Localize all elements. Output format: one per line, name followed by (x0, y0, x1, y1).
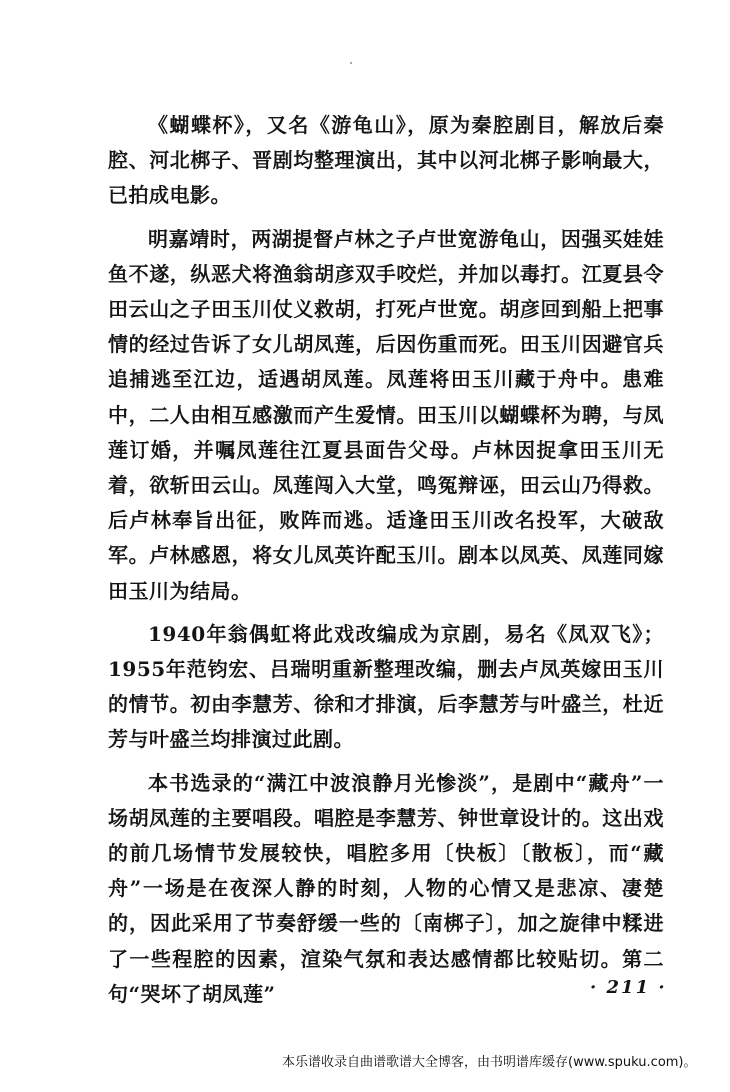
footer-note: 本乐谱收录自曲谱歌谱大全博客，由书明谱库缓存(www.spuku.com)。 (282, 1055, 697, 1070)
body-text (108, 108, 664, 1020)
paragraph-aria: 本书选录的“满江中波浪静月光惨淡”，是剧中“藏舟”一场胡凤莲的主要唱段。唱腔是李慧芳、钟世章设计的。这出戏的前几场情节发展较快，唱腔多用〔快板〕〔散板〕，而“藏舟”一场是在夜深人静的时刻，人物的心情又是悲凉、凄楚的，因此采用了节奏舒缓一些的〔南梆子〕，加之旋律中糅进了一些程腔的因素，渲染气氛和表达感情都比较贴切。第二句“哭坏了胡凤莲” (108, 770, 664, 1006)
paragraph-plot: 明嘉靖时，两湖提督卢林之子卢世宽游龟山，因强买娃娃鱼不遂，纵恶犬将渔翁胡彦双手咬烂，并加以毒打。江夏县令田云山之子田玉川仗义救胡，打死卢世宽。胡彦回到船上把事情的经过告诉了女儿胡凤莲，后因伤重而死。田玉川因避官兵追捕逃至江边，适遇胡凤莲。凤莲将田玉川藏于舟中。患难中，二人由相互感激而产生爱情。田玉川以蝴蝶杯为聘，与凤莲订婚，并嘱凤莲往江夏县面告父母。卢林因捉拿田玉川无着，欲斩田云山。凤莲闯入大堂，鸣冤辩诬，田云山乃得救。后卢林奉旨出征，败阵而逃。适逢田玉川改名投军，大破敌军。卢林感恩，将女儿凤英许配玉川。剧本以凤英、凤莲同嫁田玉川为结局。 (108, 226, 664, 603)
paragraph-adaptation: 1940年翁偶虹将此戏改编成为京剧，易名《凤双飞》；1955年范钧宏、吕瑞明重新整理改编，删去卢凤英嫁田玉川的情节。初由李慧芳、徐和才排演，后李慧芳与叶盛兰，杜近芳与叶盛兰均排演过此剧。 (108, 621, 664, 752)
paragraph-intro: 《蝴蝶杯》，又名《游龟山》，原为秦腔剧目，解放后秦腔、河北梆子、晋剧均整理演出，其中以河北梆子影响最大，已拍成电影。 (108, 113, 664, 208)
print-speck (350, 62, 352, 64)
page-number: · 211 · (590, 977, 667, 998)
